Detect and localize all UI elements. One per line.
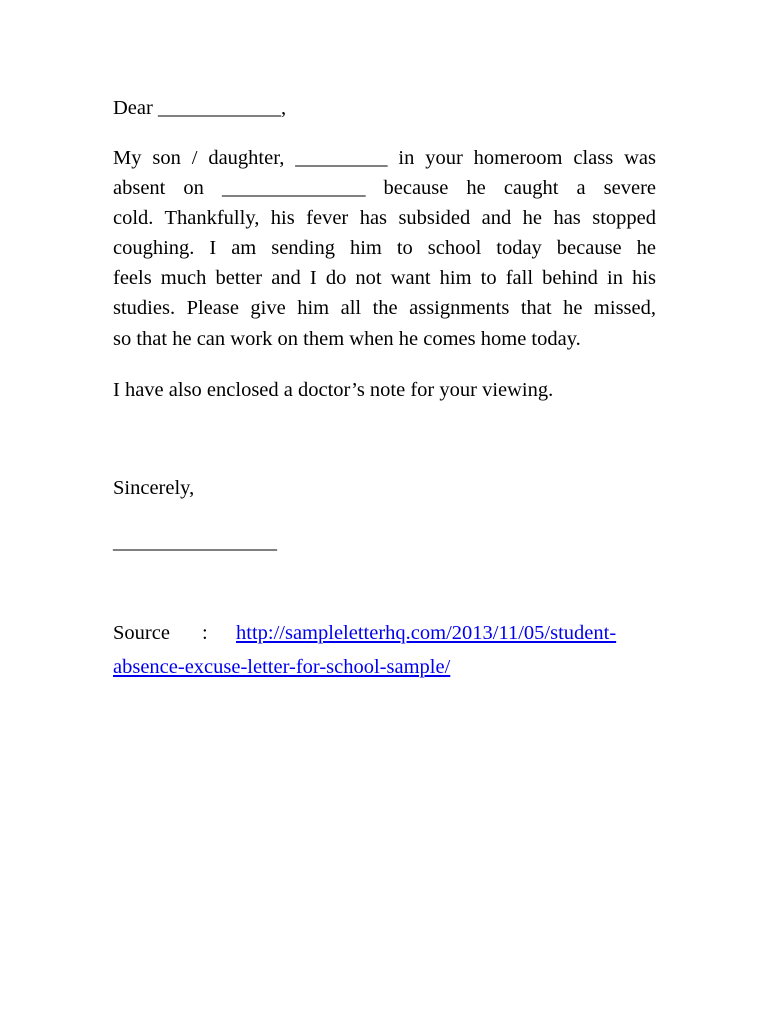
salutation: Dear ____________, [113, 97, 287, 119]
signature-line: ________________ [113, 531, 277, 553]
source-link-line-2[interactable]: absence-excuse-letter-for-school-sample/ [113, 656, 451, 678]
body-line-1: My son / daughter, _________ in your homeroom class was [113, 147, 656, 169]
body-line-4: coughing. I am sending him to school today because he [113, 237, 656, 259]
body-line-6: studies. Please give him all the assignments that he missed, [113, 297, 656, 319]
source-link-line-1[interactable]: http://sampleletterhq.com/2013/11/05/student- [236, 622, 617, 644]
body-line-7: so that he can work on them when he comes home today. [113, 328, 581, 350]
body-line-2: absent on ______________ because he caught a severe [113, 177, 656, 199]
body-line-5: feels much better and I do not want him to fall behind in his [113, 267, 656, 289]
source-colon: : [202, 622, 208, 644]
body-line-3: cold. Thankfully, his fever has subsided and he has stopped [113, 207, 656, 229]
enclosure-line: I have also enclosed a doctor’s note for your viewing. [113, 379, 554, 401]
closing: Sincerely, [113, 477, 195, 499]
source-label: Source [113, 622, 170, 644]
